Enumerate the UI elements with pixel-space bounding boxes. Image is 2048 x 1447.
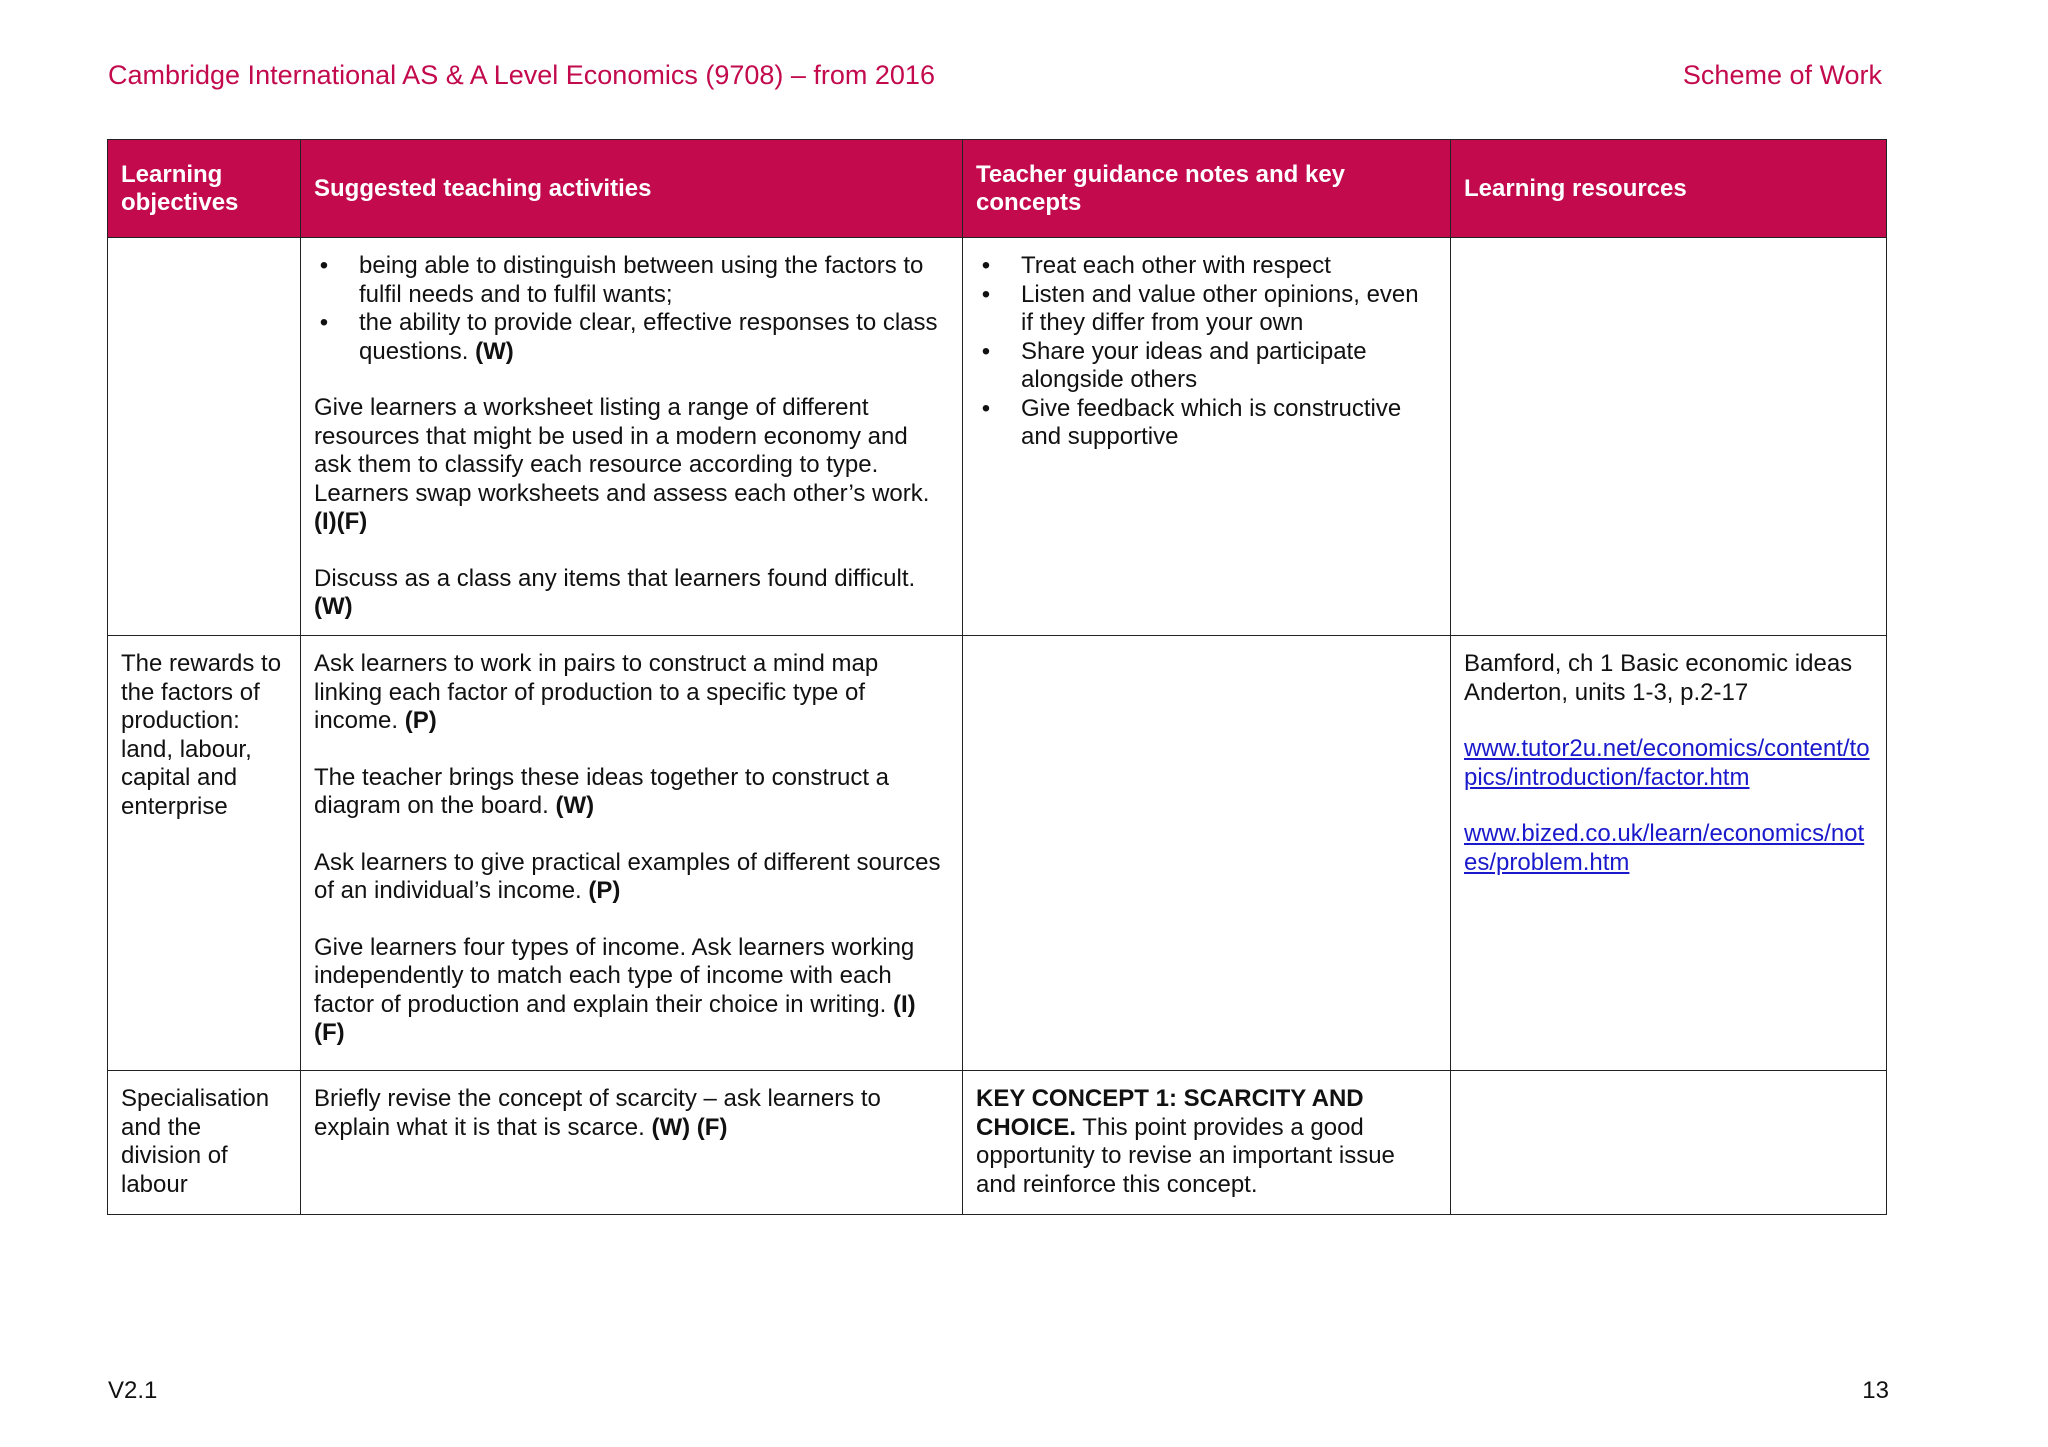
column-header-resources: Learning resources <box>1451 140 1887 238</box>
table-row <box>108 1071 1887 1215</box>
table-header-row <box>108 140 1887 238</box>
key-concept-label: KEY CONCEPT 1: SCARCITY AND CHOICE. <box>976 1085 1364 1141</box>
list-item: • Listen and value other opinions, even if they differ from your own <box>1021 281 1437 338</box>
activity-paragraph: Give learners a worksheet listing a range of different resources that might be used in a modern economy and ask them to classify each resource according to type. Learners swap worksheets and assess each other’s work. (I)(F) <box>314 394 930 535</box>
activities-bullet-list <box>314 252 949 366</box>
document-title: Cambridge International AS & A Level Economics (9708) – from 2016 <box>108 60 935 90</box>
resources-cell <box>1451 238 1887 636</box>
resource-book-anderton: Anderton, units 1-3, p.2-17 <box>1464 678 1749 706</box>
activities-cell <box>301 636 963 1071</box>
activity-tag: (I) (F) <box>314 990 916 1046</box>
activity-paragraph: Ask learners to give practical examples of different sources of an individual’s income. (P) <box>314 848 941 904</box>
list-item: • being able to distinguish between using the factors to fulfil needs and to fulfil wants; <box>359 252 949 309</box>
version-label: V2.1 <box>108 1377 158 1404</box>
activity-tag: (P) <box>404 707 437 734</box>
list-item: • the ability to provide clear, effective responses to class questions. (W) <box>359 309 949 366</box>
table-row <box>108 636 1887 1071</box>
activity-tag: (I)(F) <box>314 508 368 535</box>
column-header-activities: Suggested teaching activities <box>301 140 963 238</box>
activity-tag: (W) <box>555 792 595 819</box>
table-row <box>108 238 1887 636</box>
page-number: 13 <box>1862 1377 1889 1404</box>
guidance-bullet-list <box>976 252 1437 452</box>
resource-link-paragraph <box>1464 735 1873 792</box>
resource-link-paragraph <box>1464 820 1873 877</box>
scheme-of-work-table <box>107 139 1887 1215</box>
resource-books <box>1464 650 1873 707</box>
activity-paragraph: Give learners four types of income. Ask learners working independently to match each type of income with each factor of production and explain their choice in writing. (I) (F) <box>314 933 916 1046</box>
column-header-objectives: Learning objectives <box>108 140 301 238</box>
guidance-cell <box>963 1071 1451 1215</box>
resources-cell <box>1451 636 1887 1071</box>
key-concept-text: This point provides a good opportunity to revise an important issue and reinforce this concept. <box>976 1113 1395 1198</box>
list-item: • Share your ideas and participate alongside others <box>1021 338 1437 395</box>
activity-paragraph: Ask learners to work in pairs to construct a mind map linking each factor of production to a specific type of income. (P) <box>314 650 879 734</box>
resource-book-bamford: Bamford, ch 1 Basic economic ideas <box>1464 650 1853 677</box>
list-item: • Give feedback which is constructive and supportive <box>1021 395 1437 452</box>
activity-tag: (W) <box>475 337 514 365</box>
activity-paragraph: The teacher brings these ideas together to construct a diagram on the board. (W) <box>314 763 890 819</box>
resources-cell <box>1451 1071 1887 1215</box>
document-type: Scheme of Work <box>1682 60 1882 90</box>
activity-tag: (P) <box>588 877 621 904</box>
objective-cell: The rewards to the factors of production: land, labour, capital and enterprise <box>108 636 301 1071</box>
bized-link[interactable]: www.bized.co.uk/learn/economics/notes/problem.htm <box>1464 820 1865 876</box>
activities-cell <box>301 1071 963 1215</box>
list-item: • Treat each other with respect <box>1021 252 1437 281</box>
activity-tag: (W) (F) <box>651 1113 728 1141</box>
objective-cell: Specialisation and the division of labour <box>108 1071 301 1215</box>
guidance-cell <box>963 636 1451 1071</box>
guidance-cell <box>963 238 1451 636</box>
tutor2u-link[interactable]: www.tutor2u.net/economics/content/topics/introduction/factor.htm <box>1464 735 1870 791</box>
activity-tag: (W) <box>314 593 353 620</box>
activity-paragraph: Briefly revise the concept of scarcity – ask learners to explain what it is that is scarce. (W) (F) <box>314 1085 881 1141</box>
objective-cell <box>108 238 301 636</box>
activities-cell <box>301 238 963 636</box>
column-header-guidance: Teacher guidance notes and key concepts <box>963 140 1451 238</box>
activity-paragraph: Discuss as a class any items that learners found difficult. (W) <box>314 564 916 620</box>
